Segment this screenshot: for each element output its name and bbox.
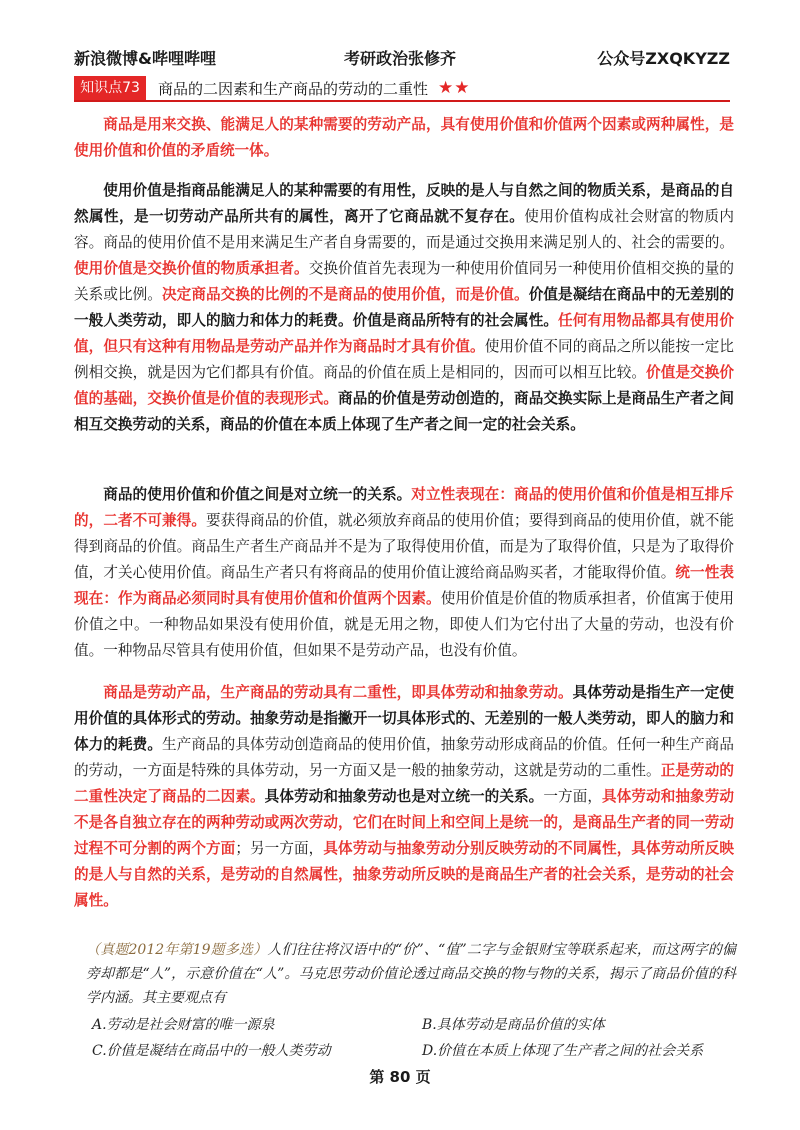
knowledge-point-bar [74, 76, 730, 102]
text-segment: 商品的价值是劳动创造的，商品交换实际上是商品生产者之间相互交换劳动的关系，商品的价值在本质上体现了生产者之间一定的社会关系。 [74, 390, 734, 433]
question-stem: 人们往往将汉语中的“价”、“值”二字与金银财宝等联系起来，而这两字的偏旁却都是“人”，示意价值在“人”。马克思劳动价值论透过商品交换的物与物的关系，揭示了商品价值的科学内涵。其主要观点有 [86, 942, 736, 1006]
text-segment: 使用价值是价值的物质承担者，价值寓于使用价值之中。一种物品如果没有使用价值，就是无用之物，即使人们为它付出了大量的劳动，也没有价值。一种物品尽管具有使用价值，但如果不是劳动产品，也没有价值。 [74, 590, 734, 659]
option-d: D.价值在本质上体现了生产者之间的社会关系 [422, 1043, 704, 1059]
option-c: C.价值是凝结在商品中的一般人类劳动 [92, 1043, 331, 1059]
text-segment: 要获得商品的价值，就必须放弃商品的使用价值；要得到商品的使用价值，就不能得到商品的价值。商品生产者生产商品并不是为了取得使用价值，而是为了取得价值，只是为了取得价值，才关心使用价值。商品生产者只有将商品的使用价值让渡给商品购买者，才能取得价值。 [74, 512, 734, 581]
header-weibo-bilibili: 新浪微博&哔哩哔哩 [74, 49, 216, 68]
header-wechat-account: 公众号ZXQKYZZ [597, 49, 730, 68]
highlight-segment: 决定商品交换的比例的不是商品的使用价值，而是价值。 [162, 286, 529, 303]
definition-text: 商品是用来交换、能满足人的某种需要的劳动产品，具有使用价值和价值两个因素或两种属性，是使用价值和价值的矛盾统一体。 [74, 116, 734, 159]
highlight-segment: 具体劳动和抽象劳动不是各自独立存在的两种劳动或两次劳动，它们在时间上和空间上是统一的，是商品生产者的同一劳动过程不可分割的两个方面 [74, 788, 734, 857]
text-segment: 具体劳动和抽象劳动也是对立统一的关系。 [264, 788, 544, 805]
text-segment: 商品的使用价值和价值之间是对立统一的关系。 [103, 486, 412, 503]
text-segment: 价值是凝结在商品中的无差别的一般人类劳动，即人的脑力和体力的耗费。价值是商品所特有的社会属性。 [74, 286, 734, 329]
highlight-segment: 使用价值是交换价值的物质承担者。 [74, 260, 309, 277]
option-b: B.具体劳动是商品价值的实体 [422, 1017, 605, 1033]
paragraph-dual-labor [74, 680, 734, 914]
page-number: 第 80 页 [369, 1068, 431, 1086]
highlight-segment: 对立性表现在：商品的使用价值和价值是相互排斥的，二者不可兼得。 [74, 486, 734, 529]
paragraph-unity-of-opposites [74, 482, 734, 664]
text-segment: 使用价值不同的商品之所以能按一定比例相交换，就是因为它们都具有价值。商品的价值在质上是相同的，因而可以相互比较。 [74, 338, 734, 381]
page-header [74, 46, 730, 70]
highlight-segment: 价值是交换价值的基础，交换价值是价值的表现形式。 [74, 364, 734, 407]
text-segment: 一方面， [543, 788, 603, 805]
text-segment: 生产商品的具体劳动创造商品的使用价值，抽象劳动形成商品的价值。任何一种生产商品的劳动，一方面是特殊的具体劳动，另一方面又是一般的抽象劳动，这就是劳动的二重性。 [74, 736, 734, 779]
exam-question [86, 938, 736, 1010]
text-segment: 交换价值首先表现为一种使用价值同另一种使用价值相交换的量的关系或比例。 [74, 260, 734, 303]
paragraph-use-value [74, 178, 734, 438]
option-a: A.劳动是社会财富的唯一源泉 [92, 1017, 275, 1033]
question-tag: （真题2012年第19题多选） [86, 942, 268, 958]
knowledge-point-badge: 知识点73 [74, 76, 146, 100]
knowledge-point-title: 商品的二因素和生产商品的劳动的二重性 [158, 80, 429, 98]
highlight-segment: 任何有用物品都具有使用价值，但只有这种有用物品是劳动产品并作为商品时才具有价值。 [74, 312, 734, 355]
text-segment: 具体劳动是指生产一定使用价值的具体形式的劳动。抽象劳动是指撇开一切具体形式的、无差别的一般人类劳动，即人的脑力和体力的耗费。 [74, 684, 734, 753]
text-segment: 使用价值是指商品能满足人的某种需要的有用性，反映的是人与自然之间的物质关系，是商品的自然属性，是一切劳动产品所共有的属性，离开了它商品就不复存在。 [74, 182, 734, 225]
highlight-segment: 商品是劳动产品，生产商品的劳动具有二重性，即具体劳动和抽象劳动。 [103, 684, 573, 701]
highlight-segment: 具体劳动与抽象劳动分别反映劳动的不同属性，具体劳动所反映的是人与自然的关系，是劳动的自然属性，抽象劳动所反映的是商品生产者的社会关系，是劳动的社会属性。 [74, 840, 734, 909]
header-author: 考研政治张修齐 [344, 49, 457, 68]
text-segment: 使用价值构成社会财富的物质内容。商品的使用价值不是用来满足生产者自身需要的，而是通过交换用来满足别人的、社会的需要的。 [74, 208, 734, 251]
star-rating-icon: ★★ [438, 78, 471, 98]
text-segment: ；另一方面， [235, 840, 324, 857]
highlight-segment: 统一性表现在：作为商品必须同时具有使用价值和价值两个因素。 [74, 564, 734, 607]
highlight-segment: 正是劳动的二重性决定了商品的二因素。 [74, 762, 734, 805]
paragraph-definition [74, 112, 734, 164]
